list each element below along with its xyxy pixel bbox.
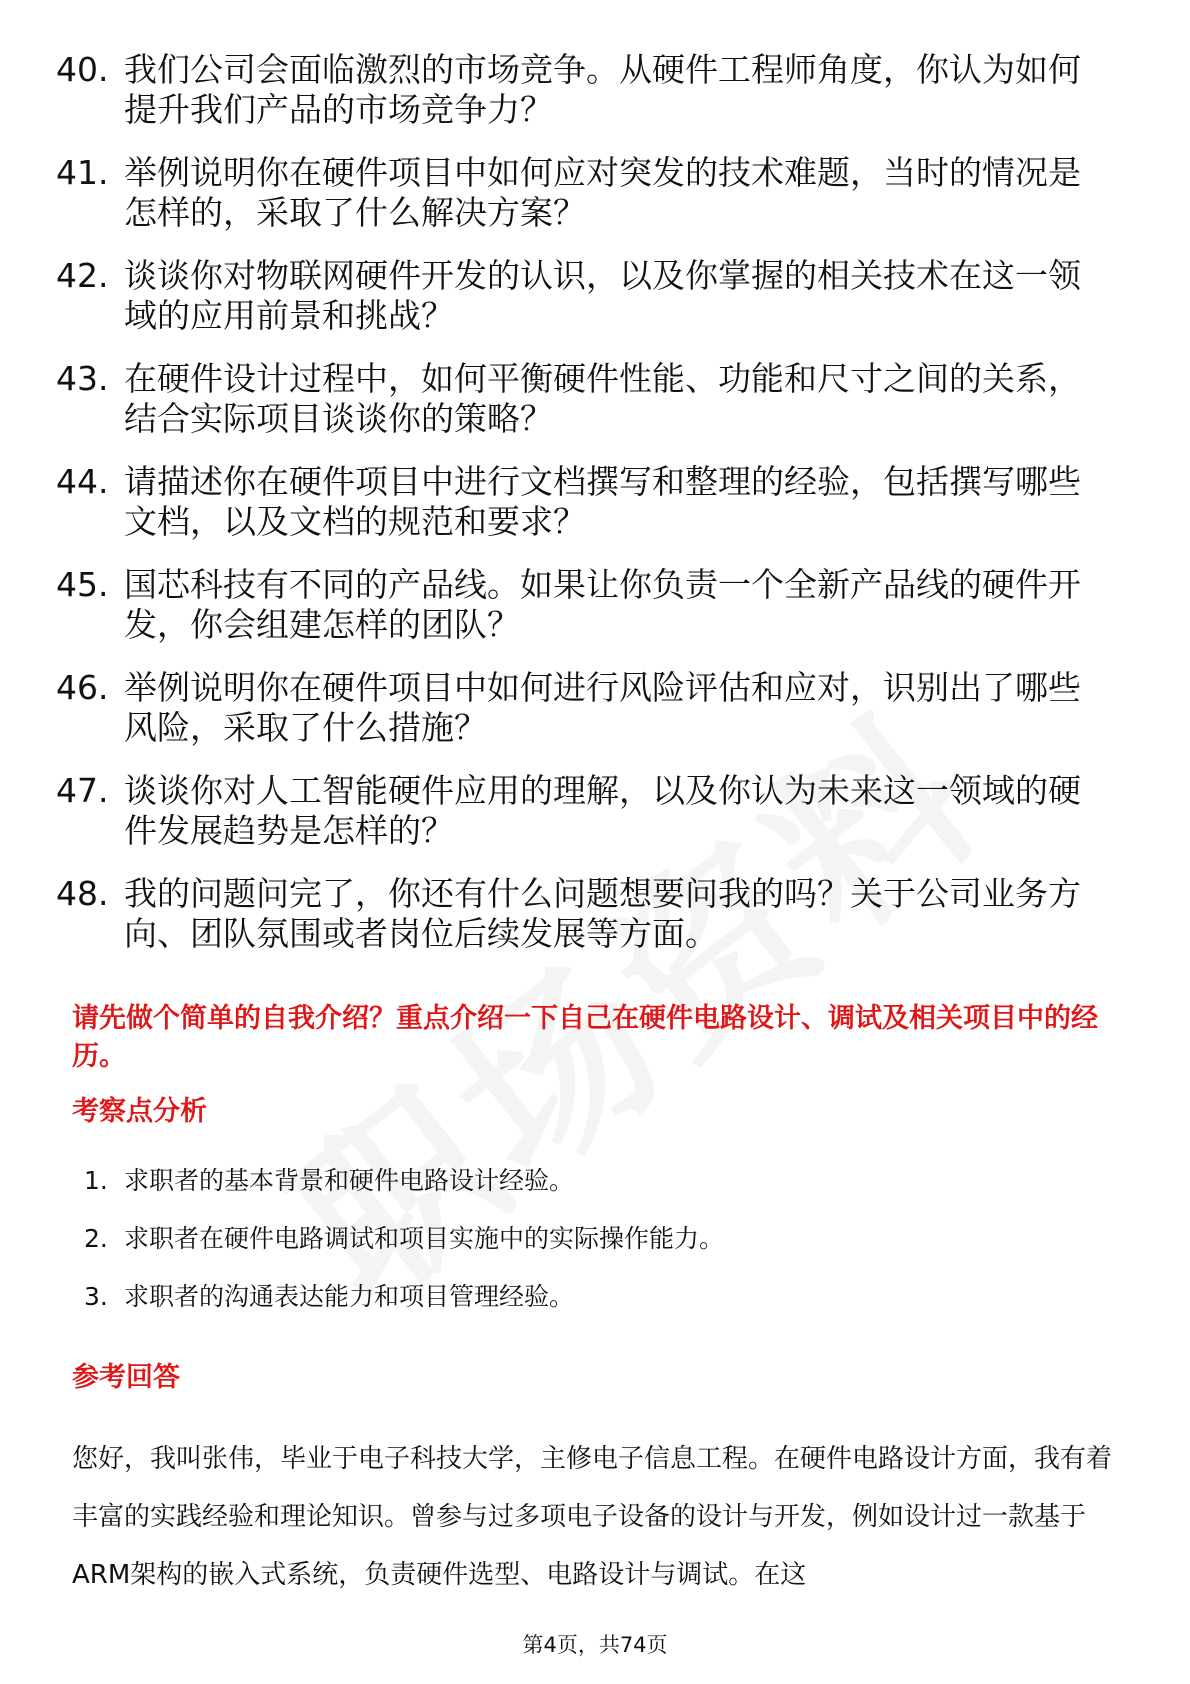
question-number: 41. — [56, 153, 109, 192]
question-number: 40. — [56, 50, 109, 89]
analysis-text: 求职者在硬件电路调试和项目实施中的实际操作能力。 — [124, 1224, 725, 1253]
question-list — [56, 50, 1136, 977]
question-item — [56, 359, 1136, 439]
analysis-list — [84, 1164, 1084, 1338]
question-number: 44. — [56, 462, 109, 501]
question-text: 我的问题问完了，你还有什么问题想要问我的吗？关于公司业务方向、团队氛围或者岗位后续发展等方面。 — [124, 874, 1081, 953]
question-number: 48. — [56, 874, 109, 913]
answer-heading: 参考回答 — [72, 1362, 180, 1393]
question-item — [56, 668, 1136, 748]
analysis-item — [84, 1280, 1084, 1314]
question-item — [56, 874, 1136, 954]
analysis-text: 求职者的沟通表达能力和项目管理经验。 — [124, 1282, 575, 1311]
page-number: 第4页，共74页 — [522, 1633, 668, 1657]
question-item — [56, 462, 1136, 542]
analysis-number: 2. — [84, 1224, 108, 1253]
question-item — [56, 565, 1136, 645]
question-item — [56, 771, 1136, 851]
analysis-number: 1. — [84, 1166, 108, 1195]
question-text: 我们公司会面临激烈的市场竞争。从硬件工程师角度，你认为如何提升我们产品的市场竞争力？ — [124, 50, 1081, 129]
question-text: 在硬件设计过程中，如何平衡硬件性能、功能和尺寸之间的关系，结合实际项目谈谈你的策略？ — [124, 359, 1081, 438]
intro-question: 请先做个简单的自我介绍？重点介绍一下自己在硬件电路设计、调试及相关项目中的经历。 — [72, 1003, 1098, 1072]
question-number: 46. — [56, 668, 109, 707]
analysis-heading: 考察点分析 — [72, 1096, 207, 1127]
question-item — [56, 153, 1136, 233]
question-text: 举例说明你在硬件项目中如何应对突发的技术难题，当时的情况是怎样的，采取了什么解决方案？ — [124, 153, 1081, 232]
analysis-item — [84, 1222, 1084, 1256]
question-text: 国芯科技有不同的产品线。如果让你负责一个全新产品线的硬件开发，你会组建怎样的团队？ — [124, 565, 1081, 644]
analysis-item — [84, 1164, 1084, 1198]
question-item — [56, 50, 1136, 130]
question-item — [56, 256, 1136, 336]
question-number: 45. — [56, 565, 109, 604]
analysis-number: 3. — [84, 1282, 108, 1311]
question-text: 请描述你在硬件项目中进行文档撰写和整理的经验，包括撰写哪些文档，以及文档的规范和要求？ — [124, 462, 1081, 541]
question-number: 43. — [56, 359, 109, 398]
question-number: 42. — [56, 256, 109, 295]
answer-paragraph: 您好，我叫张伟，毕业于电子科技大学，主修电子信息工程。在硬件电路设计方面，我有着丰富的实践经验和理论知识。曾参与过多项电子设备的设计与开发，例如设计过一款基于ARM架构的嵌入式系统，负责硬件选型、电路设计与调试。在这 — [72, 1444, 1113, 1590]
question-text: 谈谈你对人工智能硬件应用的理解，以及你认为未来这一领域的硬件发展趋势是怎样的？ — [124, 771, 1081, 850]
analysis-text: 求职者的基本背景和硬件电路设计经验。 — [124, 1166, 575, 1195]
question-number: 47. — [56, 771, 109, 810]
question-text: 举例说明你在硬件项目中如何进行风险评估和应对，识别出了哪些风险，采取了什么措施？ — [124, 668, 1081, 747]
question-text: 谈谈你对物联网硬件开发的认识，以及你掌握的相关技术在这一领域的应用前景和挑战？ — [124, 256, 1081, 335]
